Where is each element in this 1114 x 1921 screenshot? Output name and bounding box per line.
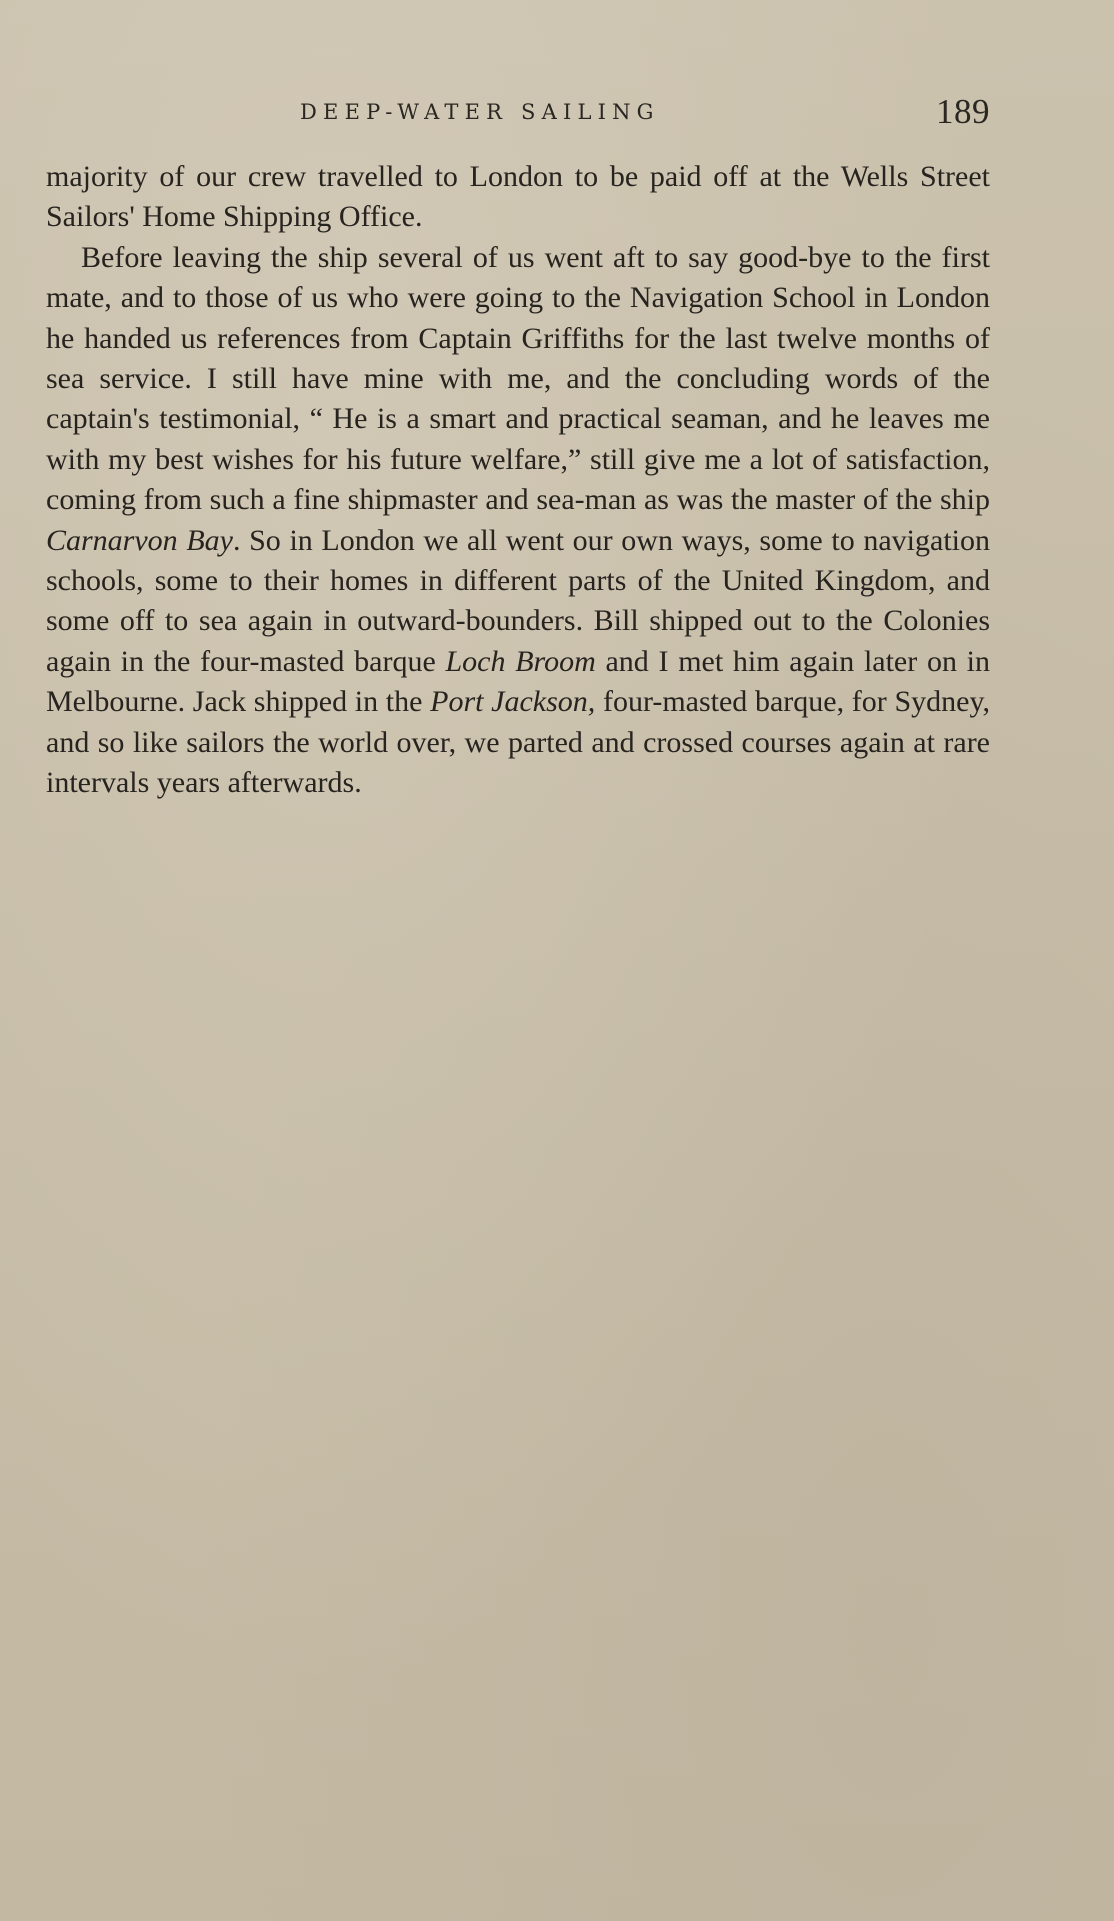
paragraph-text-1: Before leaving the ship several of us went aft to say good-bye to the first mate, and to those of us who were going to the Navigation School in London he handed us references from Captain Griffiths for the last twelve months of sea service. I still have mine with me, and the concluding words of the captain's testimonial, “ He is a smart and practical seaman, and he leaves me with my best wishes for his future welfare,” still give me a lot of satisfaction, coming from such a fine shipmaster and sea-man as was the master of the ship — [46, 240, 990, 517]
paragraph-continuation: majority of our crew travelled to London to be paid off at the Wells Street Sailors' Home Shipping Office. — [46, 160, 990, 234]
running-title: DEEP-WATER SAILING — [300, 100, 660, 124]
ship-name-carnarvon-bay: Carnarvon Bay — [46, 523, 233, 557]
ship-name-loch-broom: Loch Broom — [445, 644, 596, 678]
paragraph-text-3: and I met him again later on in Melbourne. Jack shipped in the — [46, 644, 990, 719]
running-head — [0, 92, 1114, 136]
paragraph-departure — [46, 238, 990, 804]
body-text — [46, 157, 990, 804]
paragraph-text-4: four-masted barque, for Sydney, and so like sailors the world over, we parted and crossed courses again at rare intervals years afterwards. — [46, 685, 990, 800]
page-number: 189 — [936, 92, 990, 131]
ship-name-port-jackson: Port Jackson, — [430, 685, 596, 719]
paragraph-text-2: . So in London we all went our own ways, some to navigation schools, some to their homes in different parts of the United Kingdom, and some off to sea again in outward-bounders. Bill shipped out to the Colonies again in the four-masted barque — [46, 523, 990, 678]
